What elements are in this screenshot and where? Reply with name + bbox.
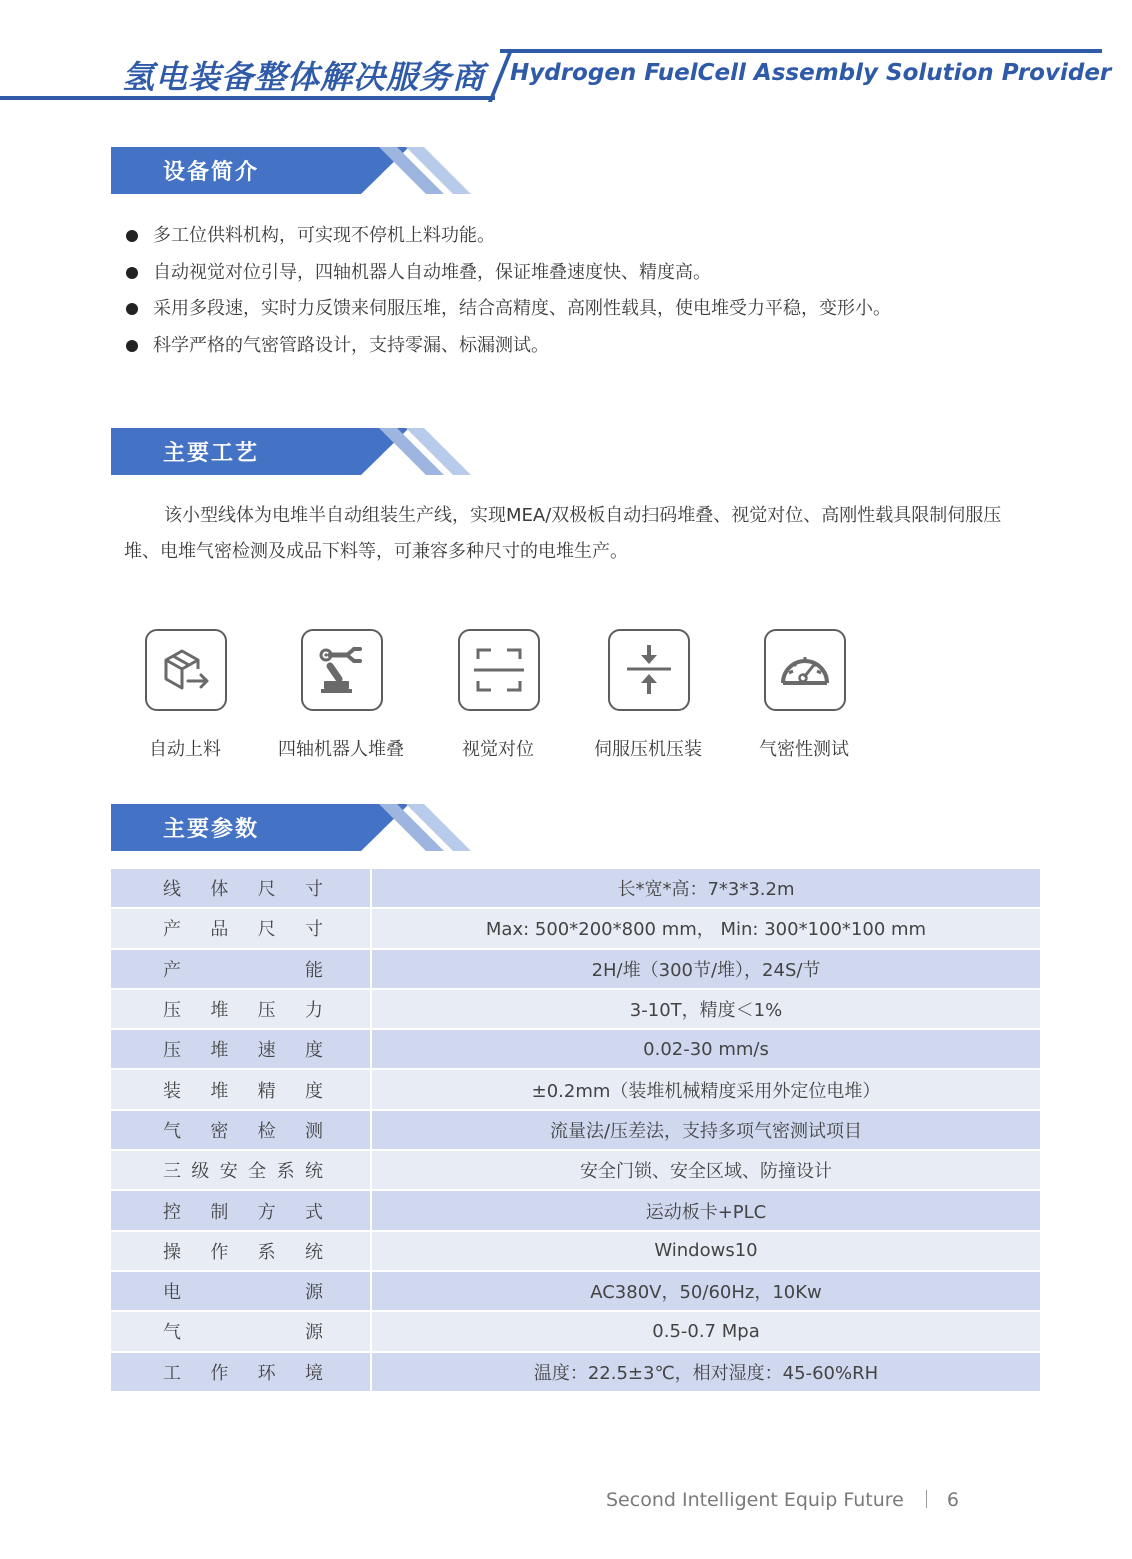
param-key-cell — [111, 1150, 371, 1190]
param-key: 压 堆 压 力 — [163, 1000, 323, 1022]
param-key-cell — [111, 1352, 371, 1392]
intro-list — [126, 222, 891, 368]
param-value: ±0.2mm（装堆机械精度采用外定位电堆） — [371, 1069, 1040, 1109]
param-value: 安全门锁、安全区域、防撞设计 — [371, 1150, 1040, 1190]
param-key-cell — [111, 949, 371, 989]
table-row — [111, 869, 1040, 908]
param-key: 产 能 — [163, 959, 323, 981]
param-key: 操 作 系 统 — [163, 1241, 323, 1263]
param-value: 流量法/压差法，支持多项气密测试项目 — [371, 1110, 1040, 1150]
param-key: 三 级 安 全 系 统 — [163, 1161, 323, 1183]
parameters-table — [111, 869, 1040, 1393]
table-row — [111, 949, 1040, 989]
table-row — [111, 1150, 1040, 1190]
footer-divider — [926, 1490, 927, 1508]
param-value: AC380V，50/60Hz，10Kw — [371, 1271, 1040, 1311]
bullet-icon — [126, 230, 138, 242]
table-row — [111, 908, 1040, 948]
param-key-cell — [111, 908, 371, 948]
scan-frame-icon — [470, 641, 528, 699]
footer — [606, 1489, 959, 1511]
list-item: 多工位供料机构，可实现不停机上料功能。 — [126, 222, 891, 259]
param-key: 压 堆 速 度 — [163, 1040, 323, 1062]
param-key-cell — [111, 1029, 371, 1069]
param-key-cell — [111, 1231, 371, 1271]
param-key-cell — [111, 1069, 371, 1109]
footer-tagline: Second Intelligent Equip Future — [606, 1489, 904, 1511]
robot-arm-icon — [313, 641, 371, 699]
section-header-params — [111, 804, 431, 851]
param-value: Windows10 — [371, 1231, 1040, 1271]
param-key: 装 堆 精 度 — [163, 1080, 323, 1102]
param-key: 气 源 — [163, 1322, 323, 1344]
param-value: 运动板卡+PLC — [371, 1190, 1040, 1230]
bullet-icon — [126, 340, 138, 352]
param-value: 2H/堆（300节/堆），24S/节 — [371, 949, 1040, 989]
bullet-icon — [126, 303, 138, 315]
list-item: 自动视觉对位引导，四轴机器人自动堆叠，保证堆叠速度快、精度高。 — [126, 259, 891, 296]
gauge-icon — [776, 641, 834, 699]
param-key: 气 密 检 测 — [163, 1120, 323, 1142]
param-key: 产 品 尺 寸 — [163, 919, 323, 941]
param-value: 0.02-30 mm/s — [371, 1029, 1040, 1069]
param-key-cell — [111, 989, 371, 1029]
table-row — [111, 1311, 1040, 1351]
table-row — [111, 1110, 1040, 1150]
section-header-process — [111, 428, 431, 475]
section-title-intro: 设备简介 — [163, 160, 260, 185]
list-item: 采用多段速，实时力反馈来伺服压堆，结合高精度、高刚性载具，使电堆受力平稳，变形小。 — [126, 295, 891, 332]
param-key-cell — [111, 869, 371, 908]
param-value: 3-10T，精度＜1% — [371, 989, 1040, 1029]
table-row — [111, 1190, 1040, 1230]
header-title-cn: 氢电装备整体解决服务商 — [122, 58, 486, 96]
param-key: 控 制 方 式 — [163, 1201, 323, 1223]
param-key-cell — [111, 1271, 371, 1311]
page-number: 6 — [946, 1489, 959, 1511]
param-key-cell — [111, 1311, 371, 1351]
param-value: Max: 500*200*800 mm， Min: 300*100*100 mm — [371, 908, 1040, 948]
table-row — [111, 1029, 1040, 1069]
param-key: 线 体 尺 寸 — [163, 879, 323, 901]
param-value: 长*宽*高：7*3*3.2m — [371, 869, 1040, 908]
section-header-intro — [111, 147, 431, 194]
process-description: 该小型线体为电堆半自动组装生产线，实现MEA/双极板自动扫码堆叠、视觉对位、高刚性载具限制伺服压堆、电堆气密检测及成品下料等，可兼容多种尺寸的电堆生产。 — [124, 505, 1002, 562]
param-value: 0.5-0.7 Mpa — [371, 1311, 1040, 1351]
param-key-cell — [111, 1110, 371, 1150]
table-row — [111, 1352, 1040, 1392]
header-title-en: Hydrogen FuelCell Assembly Solution Provider — [510, 60, 1112, 86]
box-arrow-icon — [157, 641, 215, 699]
table-row — [111, 1069, 1040, 1109]
press-icon — [620, 641, 678, 699]
table-row — [111, 1231, 1040, 1271]
header-rule-right — [500, 49, 1102, 53]
param-value: 温度：22.5±3℃，相对湿度：45-60%RH — [371, 1352, 1040, 1392]
param-key: 电 源 — [163, 1282, 323, 1304]
bullet-icon — [126, 267, 138, 279]
section-title-process: 主要工艺 — [163, 441, 260, 466]
table-row — [111, 1271, 1040, 1311]
section-title-params: 主要参数 — [163, 817, 260, 842]
param-key-cell — [111, 1190, 371, 1230]
param-key: 工 作 环 境 — [163, 1362, 323, 1384]
table-row — [111, 989, 1040, 1029]
list-item: 科学严格的气密管路设计，支持零漏、标漏测试。 — [126, 332, 891, 369]
